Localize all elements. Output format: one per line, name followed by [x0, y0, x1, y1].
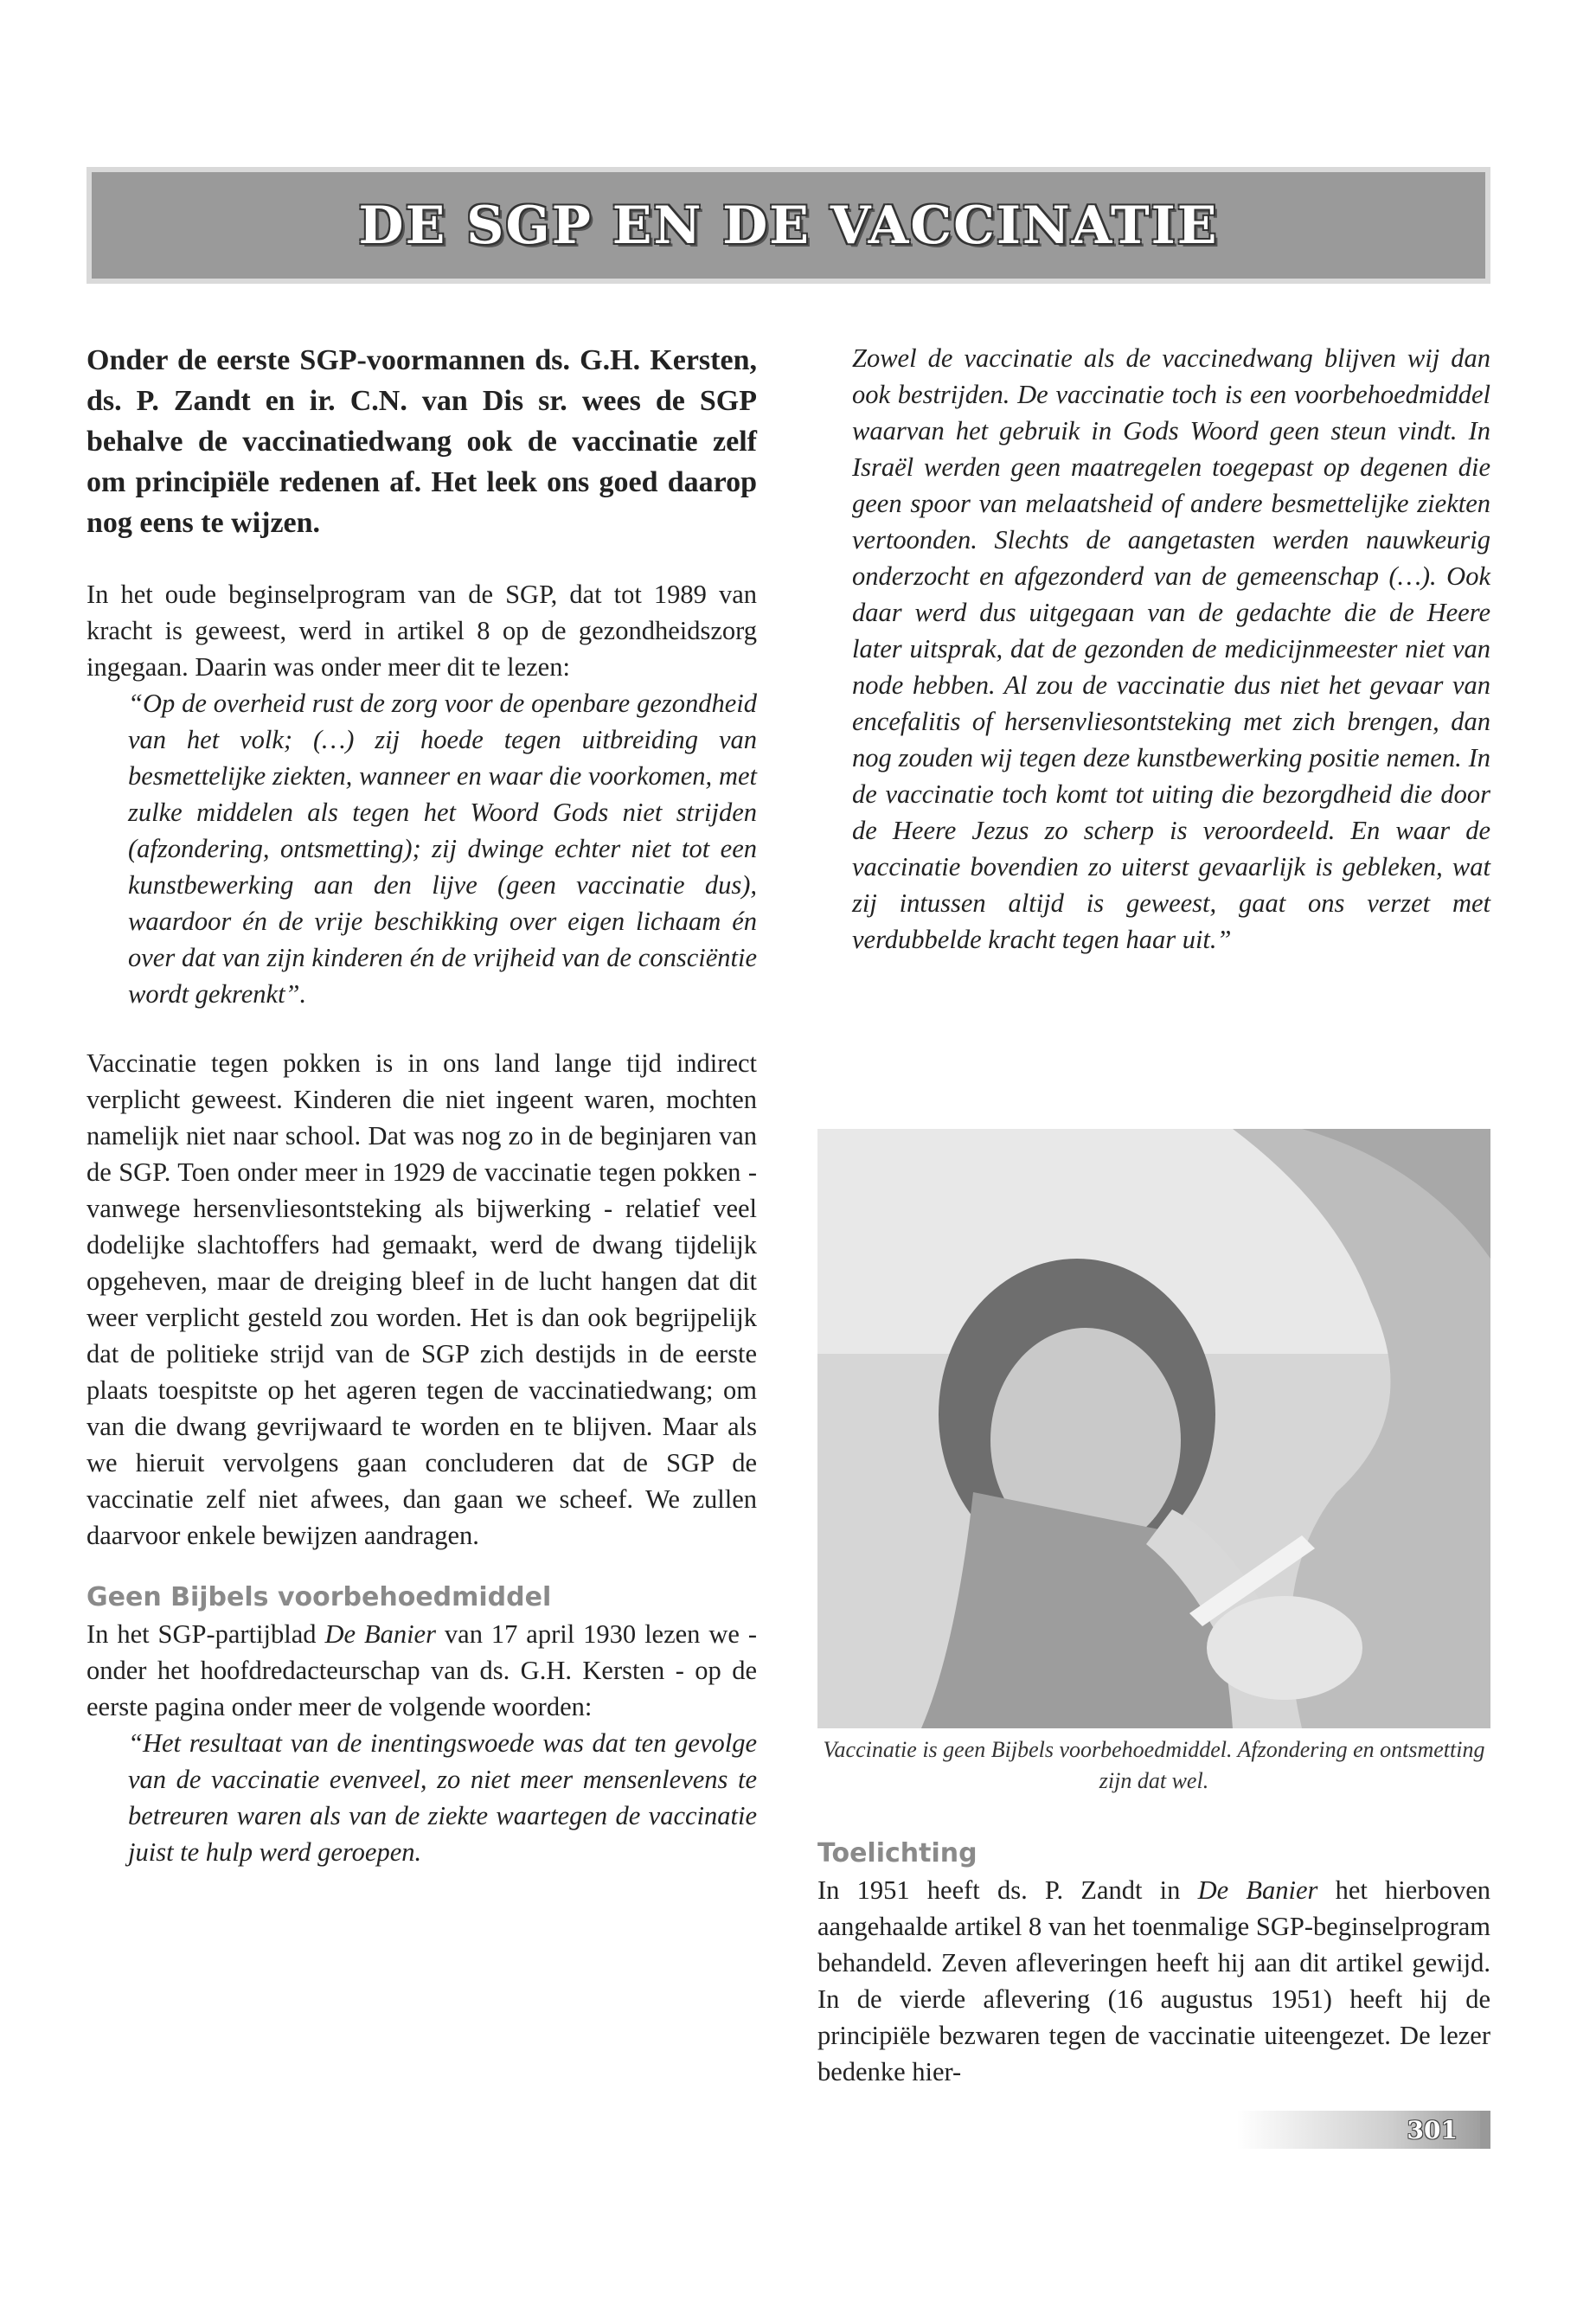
page-number: 301 — [1407, 2115, 1458, 2144]
section-heading-voorbehoedmiddel: Geen Bijbels voorbehoedmiddel — [87, 1582, 552, 1612]
banier-text-pre: In het SGP-partijblad — [87, 1619, 325, 1649]
vaccination-photo-illustration — [817, 1129, 1490, 1728]
page-number-bar — [1480, 2111, 1490, 2149]
page-title: DE SGP EN DE VACCINATIE — [358, 195, 1219, 256]
right-column — [852, 340, 1490, 958]
banier-text-post: van 17 april 1930 lezen we - onder het hoofdredacteurschap van ds. G.H. Kersten - op de eerste pagina onder meer de volgende woorden: — [87, 1619, 757, 1721]
page-number-tab — [1237, 2111, 1490, 2149]
toelichting-text-pre: In 1951 heeft ds. P. Zandt in — [817, 1875, 1198, 1905]
left-column — [87, 340, 757, 1870]
quote-banier-1930: “Het resultaat van de inentingswoede was dat ten gevolge van de vaccinatie evenveel, zo niet meer mensenlevens te betreuren waren als van de ziekte waartegen de vaccinatie juist te hulp werd geroepen. — [128, 1728, 757, 1867]
right-column-bottom — [817, 1836, 1490, 2090]
title-banner — [87, 167, 1490, 284]
quote-artikel-8: “Op de overheid rust de zorg voor de openbare gezondheid van het volk; (…) zij hoede tegen uitbreiding van besmettelijke ziekten, wanneer en waar die voorkomen, met zulke middelen als tegen het Woord Gods niet strijden (afzondering, ontsmetting); zij dwinge echter niet tot een kunstbewerking aan den lijve (geen vaccinatie dus), waardoor én de vrije beschikking over eigen lichaam én over dat van zijn kinderen én de vrijheid van de consciëntie wordt gekrenkt”. — [128, 689, 757, 1009]
vaccination-photo — [817, 1129, 1490, 1728]
photo-caption: Vaccinatie is geen Bijbels voorbehoedmiddel. Afzondering en ontsmetting zijn dat wel. — [823, 1737, 1485, 1793]
lead-paragraph: Onder de eerste SGP-voormannen ds. G.H. Kersten, ds. P. Zandt en ir. C.N. van Dis sr. wees de SGP behalve de vaccinatiedwang ook de vaccinatie zelf om principiële redenen af. Het leek ons goed daarop nog eens te wijzen. — [87, 344, 757, 539]
paragraph-toelichting — [817, 1872, 1490, 2090]
quote-continuation: Zowel de vaccinatie als de vaccinedwang blijven wij dan ook bestrijden. De vaccinatie toch is een voorbehoedmiddel waarvan het gebruik in Gods Woord geen steun vindt. In Israël werden geen maatregelen toegepast op degenen die geen spoor van melaatsheid of andere besmettelijke ziekten vertoonden. Slechts de aangetasten werden nauwkeurig onderzocht en afgezonderd van de gemeenschap (…). Ook daar werd dus uitgegaan van de gedachte die de Heere later uitsprak, dat de gezonden de medicijnmeester niet van node hebben. Al zou de vaccinatie dus niet het gevaar van encefalitis of hersenvliesontsteking met zich brengen, dan nog zouden wij tegen deze kunstbewerking positie nemen. In de vaccinatie toch komt tot uiting die bezorgdheid die door de Heere Jezus zo scherp is veroordeeld. En waar de vaccinatie bovendien zo uiterst gevaarlijk is gebleken, wat zij intussen altijd is geweest, gaat ons verzet met verdubbelde kracht tegen haar uit.” — [852, 343, 1490, 954]
toelichting-text-post: het hierboven aangehaalde artikel 8 van het toenmalige SGP-beginselprogram behandeld. Zeven afleveringen heeft hij aan dit artikel gewijd. In de vierde aflevering (16 augustus 1951) heeft hij de principiële bezwaren tegen de vaccinatie uiteengezet. De lezer bedenke hier- — [817, 1875, 1490, 2086]
toelichting-banier-title: De Banier — [1197, 1875, 1318, 1905]
section-heading-toelichting: Toelichting — [817, 1838, 977, 1868]
paragraph-pokken: Vaccinatie tegen pokken is in ons land lange tijd indirect verplicht geweest. Kinderen die niet ingeent waren, mochten namelijk niet naar school. Dat was nog zo in de beginjaren van de SGP. Toen onder meer in 1929 de vaccinatie tegen pokken - vanwege hersenvliesontsteking als bijwerking - relatief veel dodelijke slachtoffers had gemaakt, werd de dwang tijdelijk opgeheven, maar de dreiging bleef in de lucht hangen dat dit weer verplicht gesteld zou worden. Het is dan ook begrijpelijk dat de politieke strijd van de SGP zich destijds in de eerste plaats toespitste op het ageren tegen de vaccinatiedwang; om van die dwang gevrijwaard te worden en te blijven. Maar als we hieruit vervolgens gaan concluderen dat de SGP de vaccinatie zelf niet afwees, dan gaan we scheef. We zullen daarvoor enkele bewijzen aandragen. — [87, 1048, 757, 1550]
paragraph-banier-1930 — [87, 1616, 757, 1725]
banier-title: De Banier — [324, 1619, 436, 1649]
paragraph-beginselprogram: In het oude beginselprogram van de SGP, dat tot 1989 van kracht is geweest, werd in artikel 8 op de gezondheidszorg ingegaan. Daarin was onder meer dit te lezen: — [87, 580, 757, 682]
